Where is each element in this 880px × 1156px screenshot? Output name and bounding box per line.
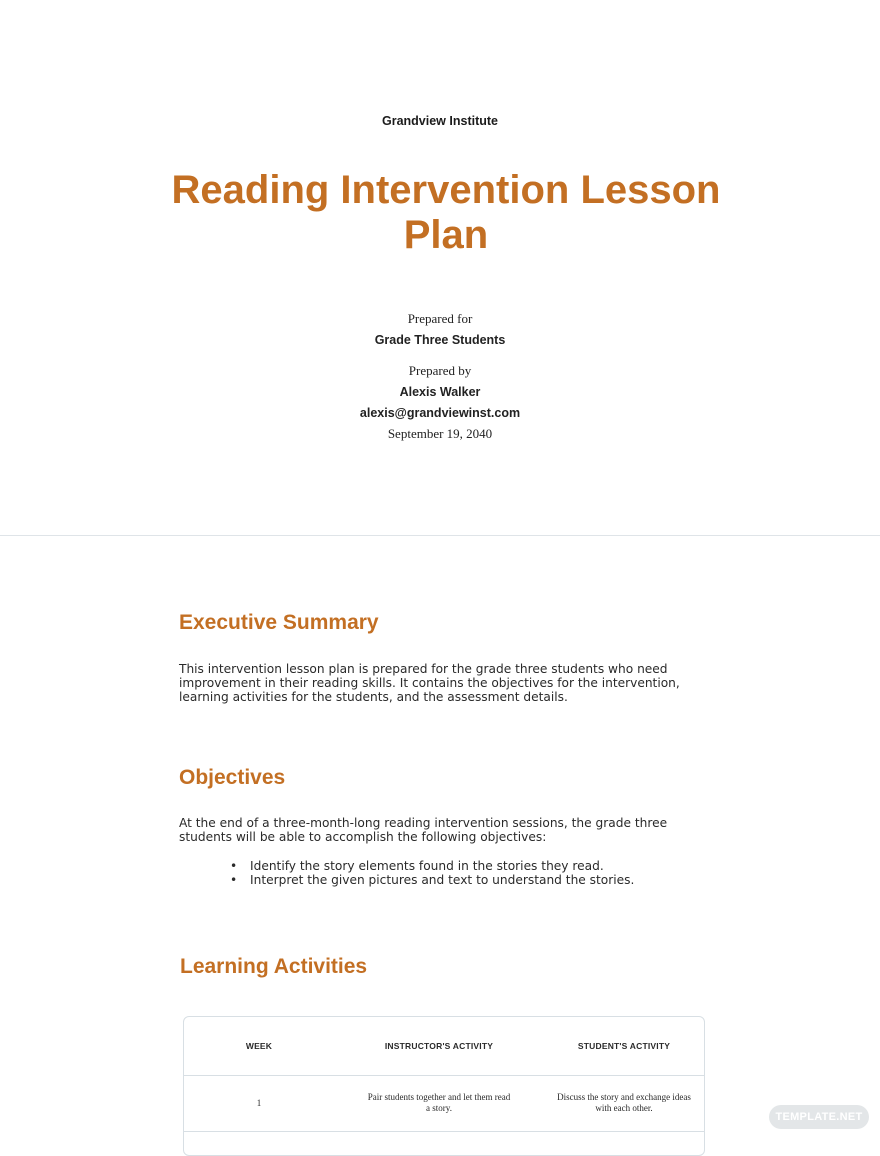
prepared-for-value: Grade Three Students [374,333,506,347]
prepared-for-label: Prepared for [407,311,473,326]
objective-text: Identify the story elements found in the stories they read. [250,859,604,873]
column-header-week: WEEK [245,1041,273,1051]
table-row [184,1075,705,1132]
bullet-icon: • [230,873,238,887]
executive-summary-body: This intervention lesson plan is prepared for the grade three students who need improvement in their reading skills. It contains the objectives for the intervention, learning activities for the students, and the assessment details. [179,662,680,704]
objectives-heading: Objectives [179,766,286,789]
student-activity-cell: Discuss the story and exchange ideas with each other. [557,1092,691,1113]
column-header-instructor: INSTRUCTOR'S ACTIVITY [384,1041,494,1051]
watermark-badge: TEMPLATE.NET [769,1105,869,1129]
document-date: September 19, 2040 [387,426,493,441]
column-header-student: STUDENT'S ACTIVITY [577,1041,671,1051]
learning-activities-heading: Learning Activities [180,955,368,978]
instructor-activity-cell: Pair students together and let them read a story. [367,1092,511,1113]
objectives-intro: At the end of a three-month-long reading intervention sessions, the grade three students will be able to accomplish the following objectives: [179,816,668,844]
document-title: Reading Intervention Lesson Plan [171,168,721,257]
executive-summary-heading: Executive Summary [179,611,379,634]
table-header-row [184,1017,705,1076]
bullet-icon: • [230,859,238,873]
week-cell: 1 [256,1097,262,1108]
learning-activities-table [183,1016,705,1156]
author-name: Alexis Walker [399,385,481,399]
objectives-list [230,859,710,887]
section-divider [0,535,880,536]
prepared-by-label: Prepared by [408,363,472,378]
author-email: alexis@grandviewinst.com [359,406,521,420]
institute-name: Grandview Institute [382,114,498,128]
list-item [230,873,710,887]
list-item [230,859,710,873]
objective-text: Interpret the given pictures and text to understand the stories. [250,873,635,887]
